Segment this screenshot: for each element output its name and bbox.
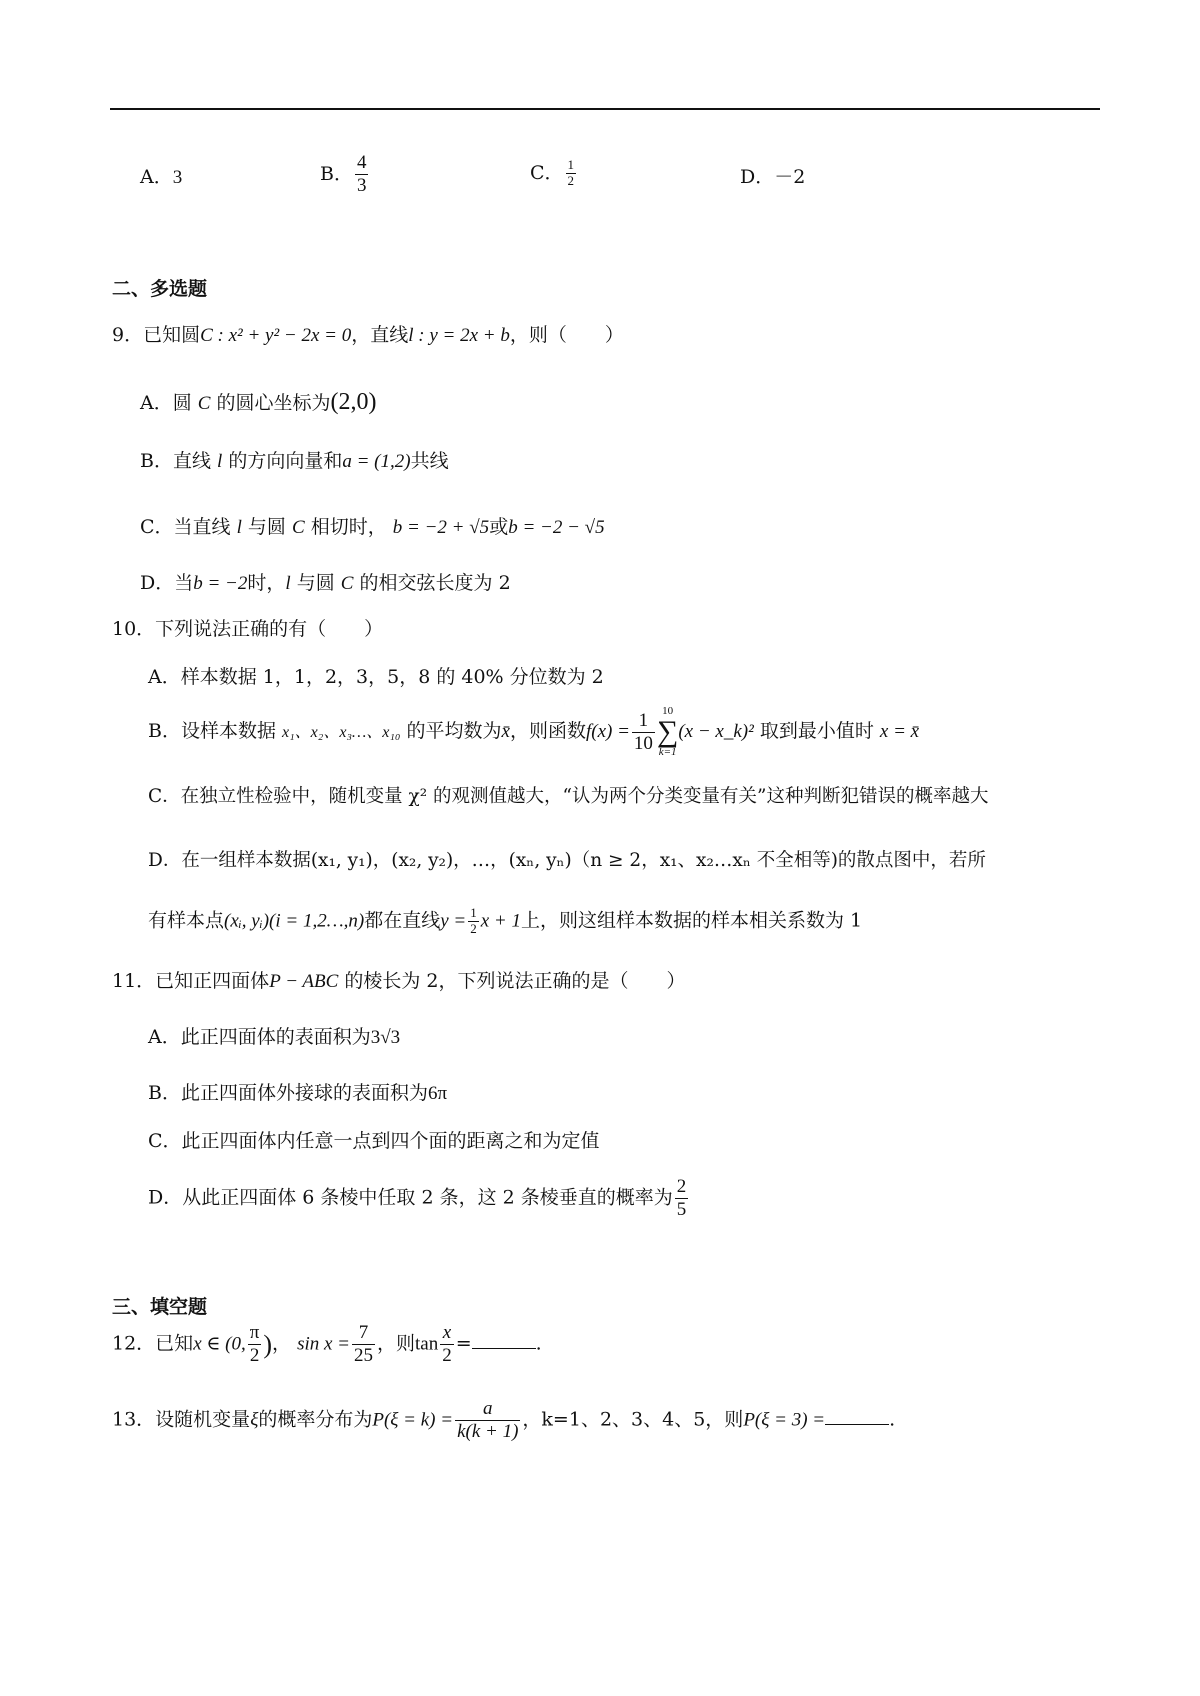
q9-stem: 9．已知圆C : x² + y² − 2x = 0，直线l : y = 2x + b，则（ ） [112, 324, 624, 346]
q10-option-d-line2: 有样本点(xᵢ, yᵢ)(i = 1,2…,n)都在直线y = $\frac{1}{2}$ x + 1上，则这组样本数据的样本相关系数为 1 [148, 905, 863, 936]
q9-option-d: D．当b = −2时，l 与圆 C 的相交弦长度为 2 [140, 572, 511, 594]
header-rule [110, 108, 1100, 110]
q8-option-c: C． $\frac{1}{2}$ [530, 157, 575, 188]
q10-option-d-line1: D．在一组样本数据(x₁, y₁)，(x₂, y₂)，…，(xₙ, yₙ)（n ≥ 2，x₁、x₂…xₙ 不全相等)的散点图中，若所 [148, 850, 986, 871]
q8-option-d: D．－2 [740, 166, 806, 188]
q11-stem: 11．已知正四面体P − ABC 的棱长为 2，下列说法正确的是（ ） [112, 970, 686, 992]
q11-option-a: A．此正四面体的表面积为3√3 [148, 1026, 401, 1048]
q10-option-b: B．设样本数据 x₁、x₂、x₃…、x₁₀ 的平均数为x̄，则函数f(x) = $\frac{1}{10}$ 10 ∑ k=1 (x − x_k)² 取到最小值时 x = x̄ [148, 705, 920, 758]
q9-option-a: A．圆 C 的圆心坐标为(2,0) [140, 389, 377, 415]
q10-stem: 10．下列说法正确的有（ ） [112, 618, 384, 640]
q13-answer-blank [825, 1408, 889, 1425]
q10-option-c: C．在独立性检验中，随机变量 χ² 的观测值越大，“认为两个分类变量有关”这种判断犯错误的概率越大 [148, 786, 989, 807]
section-title-fill: 三、填空题 [112, 1296, 208, 1318]
q13: 13．设随机变量ξ的概率分布为P(ξ = k) = $\frac{a}{k(k + 1)}$ ，k=1、2、3、4、5，则P(ξ = 3) = . [112, 1398, 896, 1442]
q12: 12．已知x ∈ (0, $\frac{\pi}{2}$ )， sin x = $\frac{7}{25}$ ，则tan $\frac{x}{2}$ = . [112, 1322, 542, 1366]
q11-option-b: B．此正四面体外接球的表面积为6π [148, 1082, 448, 1104]
q8-option-b: B． $\frac{4}{3}$ [320, 152, 367, 196]
q11-option-d: D．从此正四面体 6 条棱中任取 2 条，这 2 条棱垂直的概率为 $\frac{2}{5}$ [148, 1176, 687, 1220]
q11-option-c: C．此正四面体内任意一点到四个面的距离之和为定值 [148, 1130, 600, 1152]
section-title-multi: 二、多选题 [112, 278, 208, 300]
q8-option-a: A．3 [140, 166, 183, 188]
q9-option-b: B．直线 l 的方向向量和a = (1,2)共线 [140, 450, 449, 472]
q12-answer-blank [472, 1332, 536, 1349]
q10-option-a: A．样本数据 1，1，2，3，5，8 的 40% 分位数为 2 [148, 666, 604, 688]
q9-option-c: C．当直线 l 与圆 C 相切时， b = −2 + √5或b = −2 − √5 [140, 516, 605, 538]
